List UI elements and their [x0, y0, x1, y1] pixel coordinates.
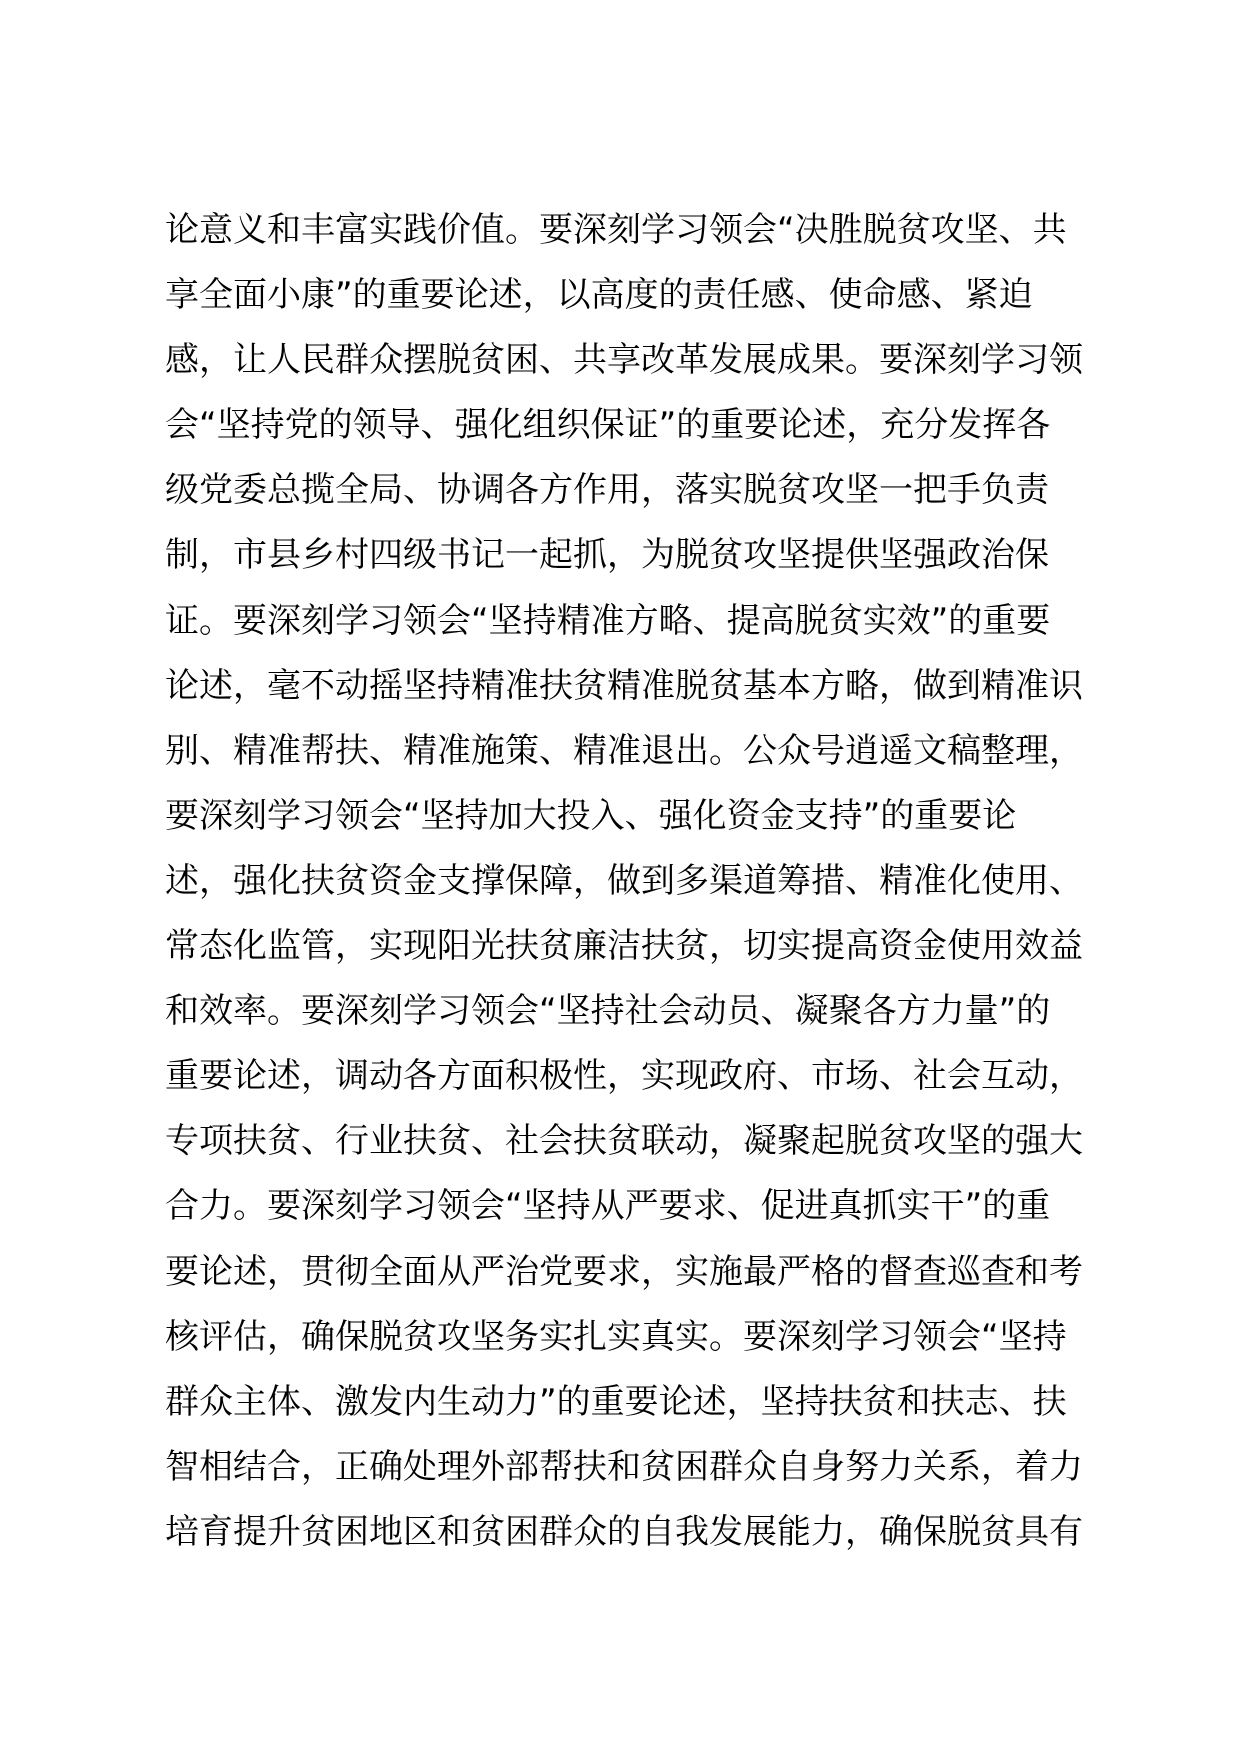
text-line: 智相结合，正确处理外部帮扶和贫困群众自身努力关系，着力 — [165, 1446, 1083, 1487]
text-line: 制，市县乡村四级书记一起抓，为脱贫攻坚提供坚强政治保 — [165, 535, 1049, 576]
text-line: 感，让人民群众摆脱贫困、共享改革发展成果。要深刻学习领 — [165, 340, 1083, 381]
text-line: 级党委总揽全局、协调各方作用，落实脱贫攻坚一把手负责 — [165, 470, 1049, 511]
text-line: 核评估，确保脱贫攻坚务实扎实真实。要深刻学习领会“坚持 — [165, 1316, 1067, 1357]
body-paragraph — [165, 198, 1085, 1565]
text-line: 重要论述，调动各方面积极性，实现政府、市场、社会互动， — [165, 1056, 1083, 1097]
text-line: 述，强化扶贫资金支撑保障，做到多渠道筹措、精准化使用、 — [165, 860, 1083, 901]
text-line: 要论述，贯彻全面从严治党要求，实施最严格的督查巡查和考 — [165, 1251, 1083, 1292]
text-line: 证。要深刻学习领会“坚持精准方略、提高脱贫实效”的重要 — [165, 600, 1051, 641]
text-line: 群众主体、激发内生动力”的重要论述，坚持扶贫和扶志、扶 — [165, 1381, 1067, 1422]
text-line: 常态化监管，实现阳光扶贫廉洁扶贫，切实提高资金使用效益 — [165, 926, 1083, 967]
text-line: 专项扶贫、行业扶贫、社会扶贫联动，凝聚起脱贫攻坚的强大 — [165, 1121, 1083, 1162]
text-line: 论述，毫不动摇坚持精准扶贫精准脱贫基本方略，做到精准识 — [165, 665, 1083, 706]
text-line: 论意义和丰富实践价值。要深刻学习领会“决胜脱贫攻坚、共 — [165, 210, 1067, 250]
text-line: 别、精准帮扶、精准施策、精准退出。公众号逍遥文稿整理， — [165, 730, 1083, 771]
text-line: 享全面小康”的重要论述，以高度的责任感、使命感、紧迫 — [165, 275, 1033, 316]
text-line: 和效率。要深刻学习领会“坚持社会动员、凝聚各方力量”的 — [165, 991, 1051, 1032]
text-line: 培育提升贫困地区和贫困群众的自我发展能力，确保脱贫具有 — [165, 1511, 1083, 1552]
text-line: 要深刻学习领会“坚持加大投入、强化资金支持”的重要论 — [165, 795, 1017, 836]
text-line: 会“坚持党的领导、强化组织保证”的重要论述，充分发挥各 — [165, 405, 1051, 446]
text-line: 合力。要深刻学习领会“坚持从严要求、促进真抓实干”的重 — [165, 1186, 1051, 1227]
